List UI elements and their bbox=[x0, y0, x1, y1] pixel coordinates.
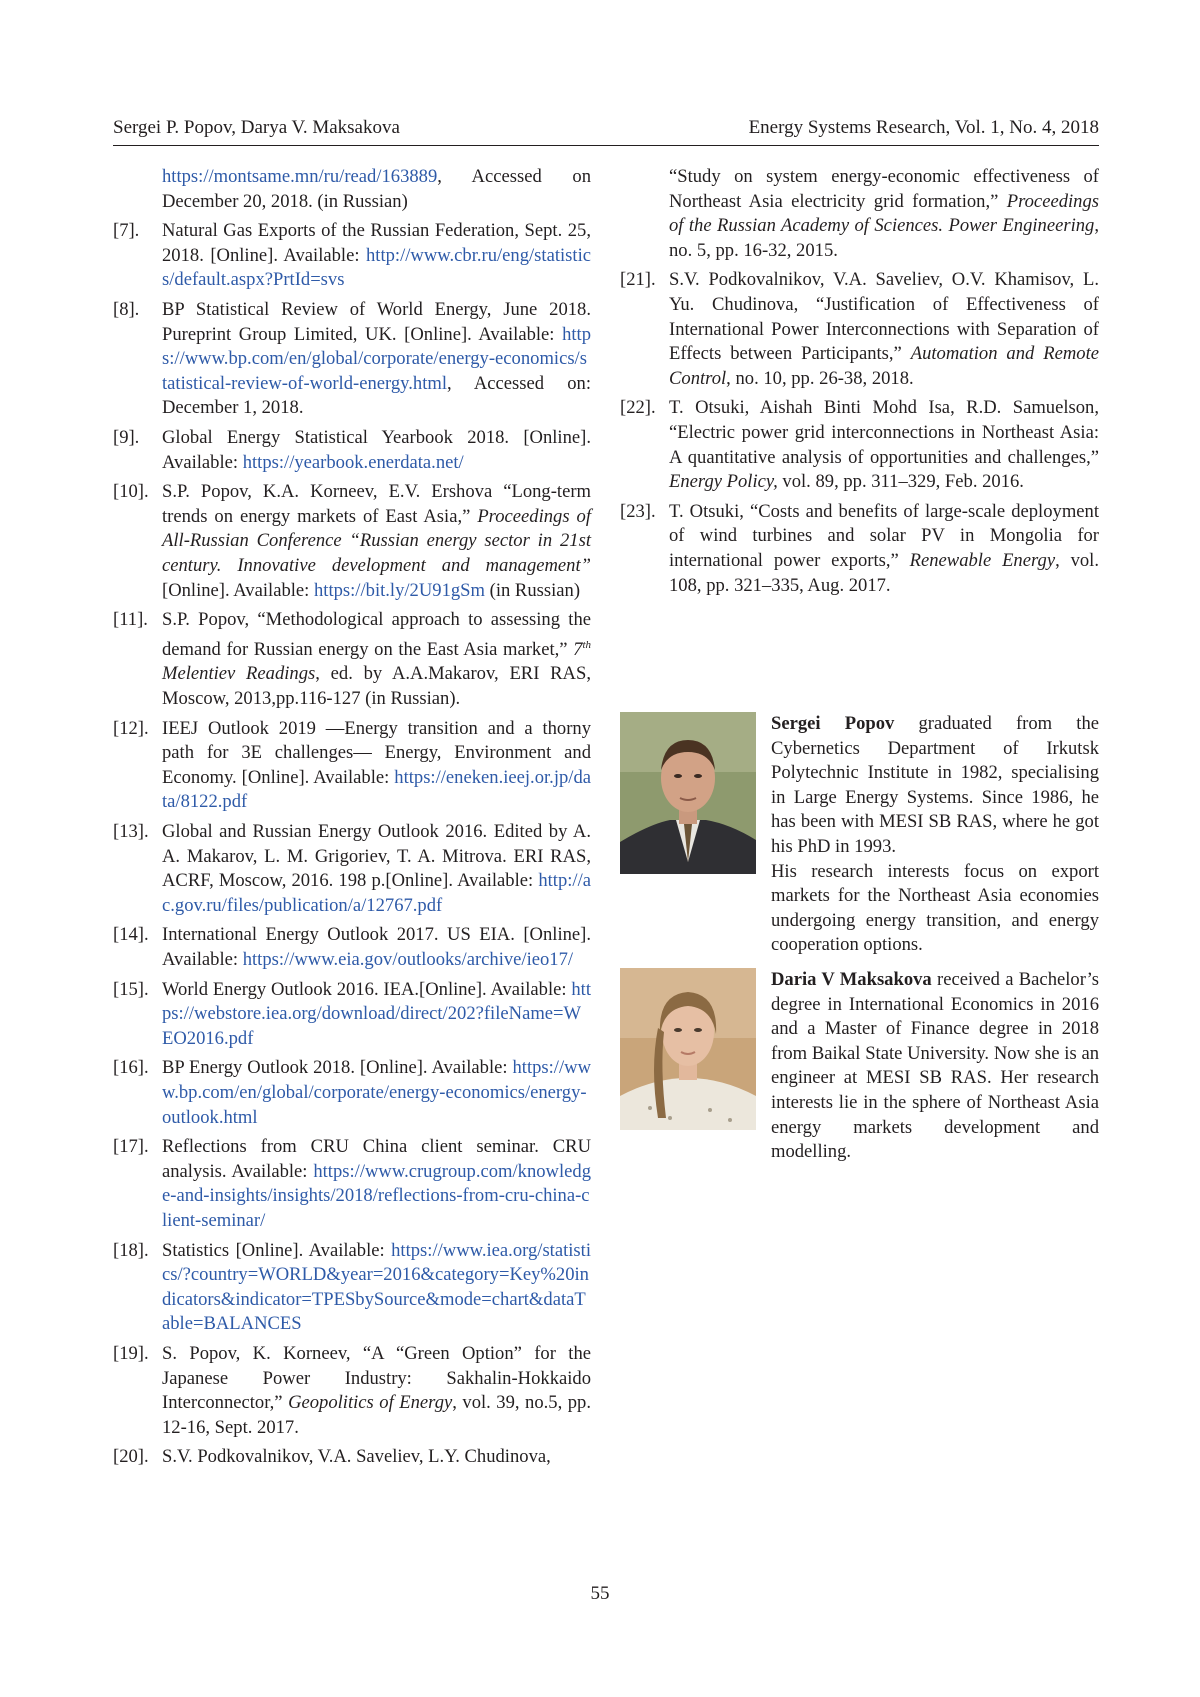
reference-15: [15]. World Energy Outlook 2016. IEA.[Online]. Available: https://webstore.iea.org/download/direct/202?fileName=WEO2016.pdf bbox=[113, 978, 591, 1052]
reference-11: [11]. S.P. Popov, “Methodological approach to assessing the demand for Russian energy on the East Asia market,” 7th Melentiev Readings, ed. by A.A.Makarov, ERI RAS, Moscow, 2013,pp.116-127 (in Russian). bbox=[113, 608, 591, 712]
reference-number: [19]. bbox=[113, 1342, 149, 1367]
reference-link[interactable]: https://www.eia.gov/outlooks/archive/ieo17/ bbox=[243, 949, 573, 970]
reference-number: [17]. bbox=[113, 1135, 149, 1160]
reference-number: [12]. bbox=[113, 717, 149, 742]
bio-author-name: Daria V Maksakova bbox=[771, 969, 932, 990]
references-right-column bbox=[620, 165, 1099, 603]
reference-link[interactable]: https://yearbook.enerdata.net/ bbox=[243, 452, 464, 473]
reference-number: [20]. bbox=[113, 1445, 149, 1470]
reference-20-continued: “Study on system energy-economic effectiveness of Northeast Asia electricity grid formation,” Proceedings of the Russian Academy of Sciences. Power Engineering, no. 5, pp. 16-32, 2015. bbox=[620, 165, 1099, 263]
reference-number: [13]. bbox=[113, 820, 149, 845]
reference-23: [23]. T. Otsuki, “Costs and benefits of large-scale deployment of wind turbines and solar PV in Mongolia for international power exports,” Renewable Energy, vol. 108, pp. 321–335, Aug. 2017. bbox=[620, 500, 1099, 598]
reference-number: [14]. bbox=[113, 923, 149, 948]
reference-number: [21]. bbox=[620, 268, 656, 293]
reference-link[interactable]: https://www.iea.org/statistics/?country=WORLD&year=2016&category=Key%20indicators&indicator=TPESbySource&mode=chart&dataTable=BALANCES bbox=[162, 1240, 591, 1335]
reference-21: [21]. S.V. Podkovalnikov, V.A. Saveliev, O.V. Khamisov, L. Yu. Chudinova, “Justification of Effectiveness of International Power Interconnections with Separation of Effects between Participants,” Automation and Remote Control, no. 10, pp. 26-38, 2018. bbox=[620, 268, 1099, 391]
reference-number: [18]. bbox=[113, 1239, 149, 1264]
reference-16: [16]. BP Energy Outlook 2018. [Online]. Available: https://www.bp.com/en/global/corporate/energy-economics/energy-outlook.html bbox=[113, 1056, 591, 1130]
reference-link[interactable]: https://www.bp.com/en/global/corporate/energy-economics/statistical-review-of-world-energy.html bbox=[162, 324, 591, 394]
reference-link[interactable]: https://www.crugroup.com/knowledge-and-insights/insights/2018/reflections-from-cru-china-client-seminar/ bbox=[162, 1161, 591, 1231]
bio-author-name: Sergei Popov bbox=[771, 713, 894, 734]
reference-14: [14]. International Energy Outlook 2017. US EIA. [Online]. Available: https://www.eia.gov/outlooks/archive/ieo17/ bbox=[113, 923, 591, 972]
reference-link[interactable]: http://ac.gov.ru/files/publication/a/12767.pdf bbox=[162, 870, 591, 916]
reference-link[interactable]: http://www.cbr.ru/eng/statistics/default.aspx?PrtId=svs bbox=[162, 245, 591, 291]
reference-17: [17]. Reflections from CRU China client seminar. CRU analysis. Available: https://www.crugroup.com/knowledge-and-insights/insights/2018/reflections-from-cru-china-client-seminar/ bbox=[113, 1135, 591, 1233]
reference-number: [10]. bbox=[113, 480, 149, 505]
reference-20: [20]. S.V. Podkovalnikov, V.A. Saveliev, L.Y. Chudinova, bbox=[113, 1445, 591, 1470]
reference-13: [13]. Global and Russian Energy Outlook 2016. Edited by A. A. Makarov, L. M. Grigoriev, T. A. Mitrova. ERI RAS, ACRF, Moscow, 2016. 198 p.[Online]. Available: http://ac.gov.ru/files/publication/a/12767.pdf bbox=[113, 820, 591, 918]
reference-link[interactable]: https://montsame.mn/ru/read/163889 bbox=[162, 166, 437, 187]
reference-number: [23]. bbox=[620, 500, 656, 525]
header-authors: Sergei P. Popov, Darya V. Maksakova bbox=[113, 117, 400, 139]
references-left-column bbox=[113, 165, 591, 1475]
reference-number: [11]. bbox=[113, 608, 148, 633]
reference-7: [7]. Natural Gas Exports of the Russian Federation, Sept. 25, 2018. [Online]. Available: http://www.cbr.ru/eng/statistics/default.aspx?PrtId=svs bbox=[113, 219, 591, 293]
reference-number: [16]. bbox=[113, 1056, 149, 1081]
reference-number: [9]. bbox=[113, 426, 139, 451]
reference-22: [22]. T. Otsuki, Aishah Binti Mohd Isa, R.D. Samuelson, “Electric power grid interconnections in Northeast Asia: A quantitative analysis of opportunities and challenges,” Energy Policy, vol. 89, pp. 311–329, Feb. 2016. bbox=[620, 396, 1099, 494]
reference-12: [12]. IEEJ Outlook 2019 —Energy transition and a thorny path for 3E challenges— Energy, Environment and Economy. [Online]. Available: https://eneken.ieej.or.jp/data/8122.pdf bbox=[113, 717, 591, 815]
reference-link[interactable]: https://bit.ly/2U91gSm bbox=[314, 580, 485, 601]
maksakova-photo bbox=[620, 968, 756, 1130]
running-header bbox=[113, 117, 1099, 139]
reference-19: [19]. S. Popov, K. Korneev, “A “Green Option” for the Japanese Power Industry: Sakhalin-Hokkaido Interconnector,” Geopolitics of Energy, vol. 39, no.5, pp. 12-16, Sept. 2017. bbox=[113, 1342, 591, 1440]
reference-link[interactable]: https://eneken.ieej.or.jp/data/8122.pdf bbox=[162, 767, 591, 813]
reference-link[interactable]: https://webstore.iea.org/download/direct/202?fileName=WEO2016.pdf bbox=[162, 979, 591, 1049]
reference-6-continued: https://montsame.mn/ru/read/163889, Accessed on December 20, 2018. (in Russian) bbox=[113, 165, 591, 214]
reference-number: [15]. bbox=[113, 978, 149, 1003]
page-number: 55 bbox=[0, 1583, 1200, 1605]
reference-10: [10]. S.P. Popov, K.A. Korneev, E.V. Ershova “Long-term trends on energy markets of East Asia,” Proceedings of All-Russian Conference “Russian energy sector in 21st century. Innovative development and management” [Online]. Available: https://bit.ly/2U91gSm (in Russian) bbox=[113, 480, 591, 603]
reference-number: [8]. bbox=[113, 298, 139, 323]
reference-number: [22]. bbox=[620, 396, 656, 421]
reference-9: [9]. Global Energy Statistical Yearbook 2018. [Online]. Available: https://yearbook.enerdata.net/ bbox=[113, 426, 591, 475]
header-rule bbox=[113, 145, 1099, 146]
reference-18: [18]. Statistics [Online]. Available: https://www.iea.org/statistics/?country=WORLD&year=2016&category=Key%20indicators&indicator=TPESbySource&mode=chart&dataTable=BALANCES bbox=[113, 1239, 591, 1337]
reference-number: [7]. bbox=[113, 219, 139, 244]
popov-photo bbox=[620, 712, 756, 874]
popov-bio: Sergei Popov graduated from the Cybernetics Department of Irkutsk Polytechnic Institute in 1982, specialising in Large Energy Systems. Since 1986, he has been with MESI SB RAS, where he got his PhD in 1993. His research interests focus on export markets for the Northeast Asia economies undergoing energy transition, and energy cooperation options. bbox=[771, 712, 1099, 958]
header-journal: Energy Systems Research, Vol. 1, No. 4, 2018 bbox=[749, 117, 1099, 139]
reference-8: [8]. BP Statistical Review of World Energy, June 2018. Pureprint Group Limited, UK. [Online]. Available: https://www.bp.com/en/global/corporate/energy-economics/statistical-review-of-world-energy.html, Accessed on: December 1, 2018. bbox=[113, 298, 591, 421]
reference-link[interactable]: https://www.bp.com/en/global/corporate/energy-economics/energy-outlook.html bbox=[162, 1057, 591, 1127]
maksakova-bio: Daria V Maksakova received a Bachelor’s degree in International Economics in 2016 and a Master of Finance degree in 2018 from Baikal State University. Now she is an engineer at MESI SB RAS. Her research interests lie in the sphere of Northeast Asia energy markets development and modelling. bbox=[771, 968, 1099, 1165]
